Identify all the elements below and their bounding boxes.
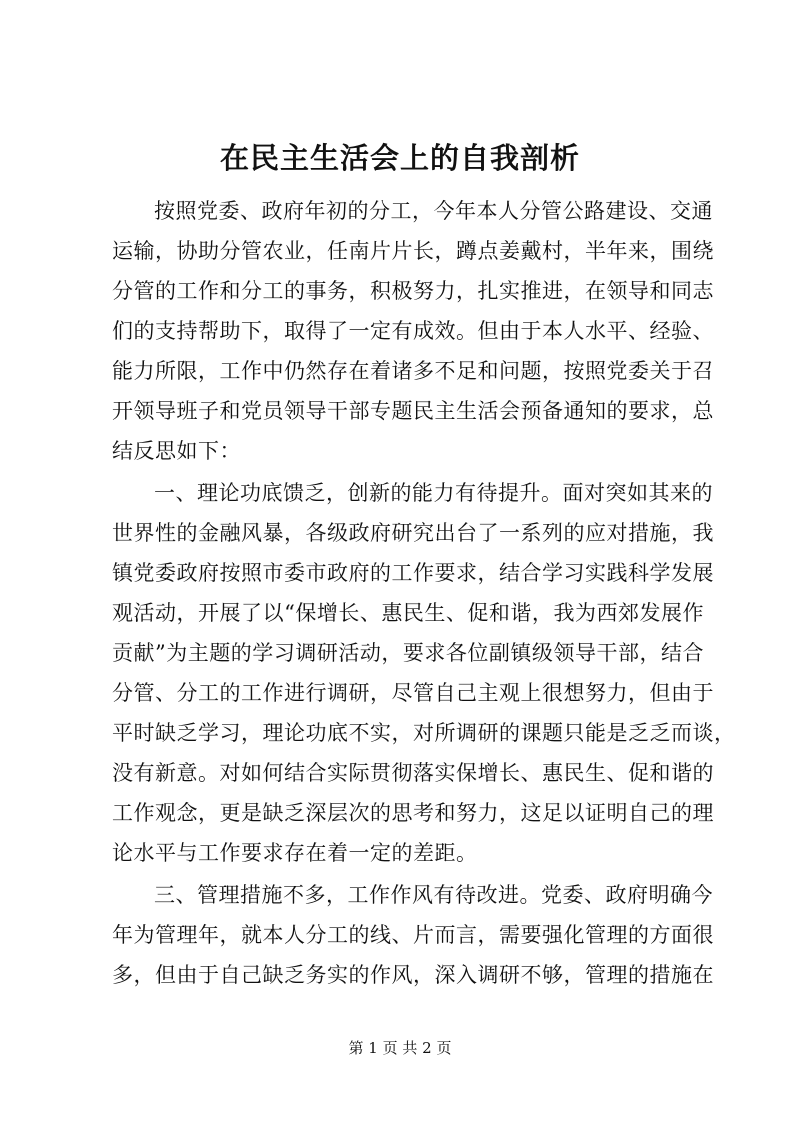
paragraph-2-line-10: 论水平与工作要求存在着一定的差距。 <box>112 841 478 865</box>
document-title: 在民主生活会上的自我剖析 <box>219 141 580 175</box>
paragraph-2-line-4: 观活动，开展了以“保增长、惠民生、促和谐，我为西郊发展作 <box>112 601 704 625</box>
paragraph-3-line-2: 年为管理年，就本人分工的线、片而言，需要强化管理的方面很 <box>112 923 714 947</box>
paragraph-3-line-3: 多，但由于自己缺乏务实的作风，深入调研不够，管理的措施在 <box>112 963 714 987</box>
paragraph-1-line-7: 结反思如下： <box>112 439 241 463</box>
paragraph-2-line-1: 一、理论功底馈乏，创新的能力有待提升。面对突如其来的 <box>154 481 713 505</box>
paragraph-2-line-9: 工作观念，更是缺乏深层次的思考和努力，这足以证明自己的理 <box>112 801 714 825</box>
paragraph-2-line-7: 平时缺乏学习，理论功底不实，对所调研的课题只能是乏乏而谈， <box>112 721 736 745</box>
page-footer: 第 1 页 共 2 页 <box>348 1039 452 1057</box>
paragraph-2-line-8: 没有新意。对如何结合实际贯彻落实保增长、惠民生、促和谐的 <box>112 761 714 785</box>
paragraph-3-line-1: 三、管理措施不多，工作作风有待改进。党委、政府明确今 <box>154 883 713 907</box>
paragraph-2-line-5: 贡献”为主题的学习调研活动，要求各位副镇级领导干部，结合 <box>112 641 704 665</box>
paragraph-1-line-4: 们的支持帮助下，取得了一定有成效。但由于本人水平、经验、 <box>112 319 714 343</box>
paragraph-1-line-2: 运输，协助分管农业，任南片片长，蹲点姜戴村，半年来，围绕 <box>112 239 714 263</box>
paragraph-2-line-6: 分管、分工的工作进行调研，尽管自己主观上很想努力，但由于 <box>112 681 714 705</box>
paragraph-2-line-2: 世界性的金融风暴，各级政府研究出台了一系列的应对措施，我 <box>112 521 714 545</box>
paragraph-2-line-3: 镇党委政府按照市委市政府的工作要求，结合学习实践科学发展 <box>112 561 714 585</box>
paragraph-1-line-5: 能力所限，工作中仍然存在着诸多不足和问题，按照党委关于召 <box>112 359 714 383</box>
paragraph-1-line-6: 开领导班子和党员领导干部专题民主生活会预备通知的要求，总 <box>112 399 714 423</box>
paragraph-1-line-3: 分管的工作和分工的事务，积极努力，扎实推进，在领导和同志 <box>112 279 714 303</box>
paragraph-1-line-1: 按照党委、政府年初的分工，今年本人分管公路建设、交通 <box>154 199 713 223</box>
